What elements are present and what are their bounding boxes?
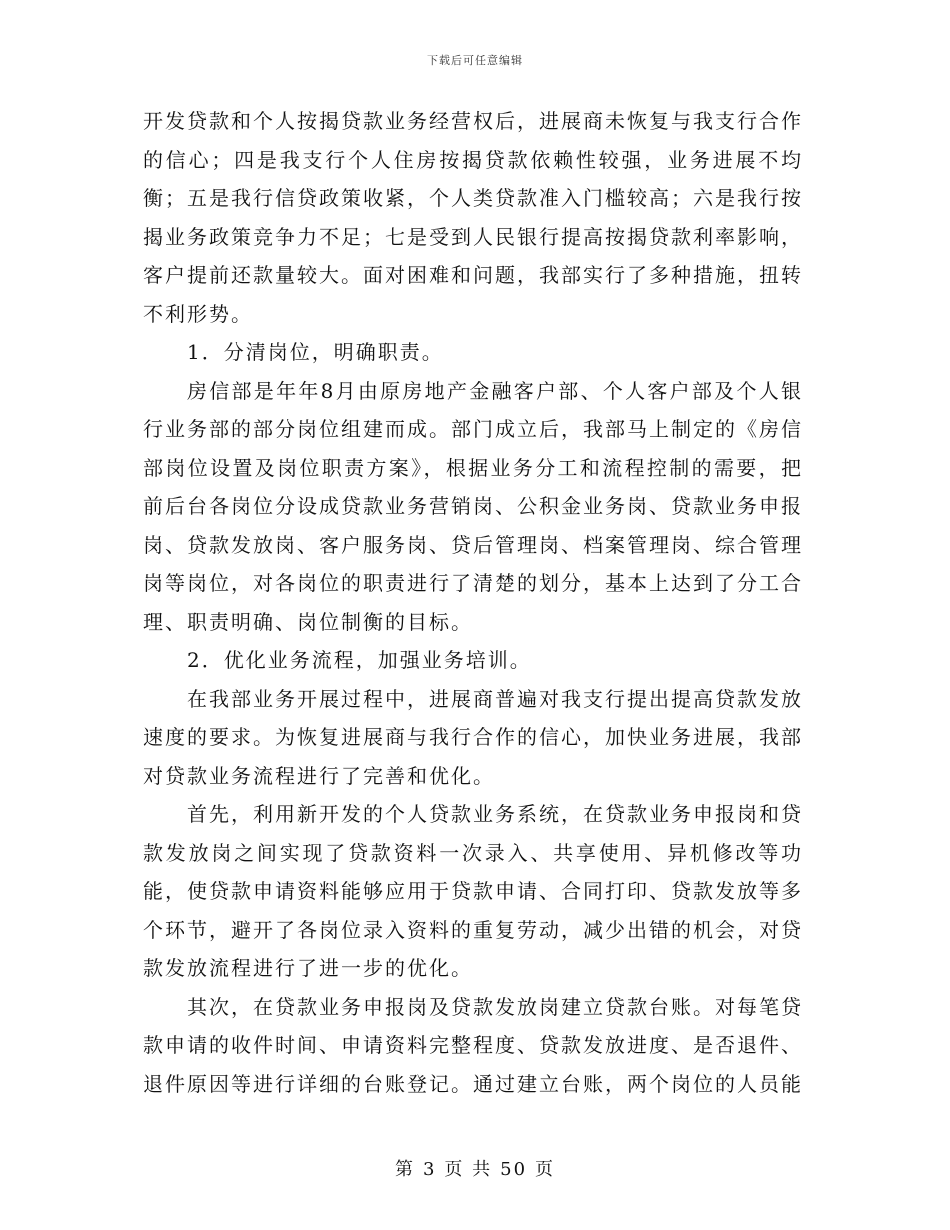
paragraph: 房信部是年年8月由原房地产金融客户部、个人客户部及个人银行业务部的部分岗位组建而成。部门成立后，我部马上制定的《房信部岗位设置及岗位职责方案》，根据业务分工和流程控制的需要，把前后台各岗位分设成贷款业务营销岗、公积金业务岗、贷款业务申报岗、贷款发放岗、客户服务岗、贷后管理岗、档案管理岗、综合管理岗等岗位，对各岗位的职责进行了清楚的划分，基本上达到了分工合理、职责明确、岗位制衡的目标。 [143,378,803,634]
document-body [143,102,803,1103]
section-heading-1: 1．分清岗位，明确职责。 [187,340,444,364]
total-pages: 50 [500,1159,528,1180]
page-footer [0,1155,950,1181]
footer-prefix: 第 [394,1159,415,1180]
paragraph: 在我部业务开展过程中，进展商普遍对我支行提出提高贷款发放速度的要求。为恢复进展商与我行合作的信心，加快业务进展，我部对贷款业务流程进行了完善和优化。 [143,686,803,788]
page-header [0,52,950,68]
paragraph: 首先，利用新开发的个人贷款业务系统，在贷款业务申报岗和贷款发放岗之间实现了贷款资料一次录入、共享使用、异机修改等功能，使贷款申请资料能够应用于贷款申请、合同打印、贷款发放等多个环节，避开了各岗位录入资料的重复劳动，减少出错的机会，对贷款发放流程进行了进一步的优化。 [143,802,803,980]
footer-middle: 页 共 [444,1159,493,1180]
footer-suffix: 页 [535,1159,556,1180]
page-number: 3 [422,1159,437,1180]
paragraph-continued: 开发贷款和个人按揭贷款业务经营权后，进展商未恢复与我支行合作的信心；四是我支行个人住房按揭贷款依赖性较强，业务进展不均衡；五是我行信贷政策收紧，个人类贷款准入门槛较高；六是我行按揭业务政策竞争力不足；七是受到人民银行提高按揭贷款利率影响，客户提前还款量较大。面对困难和问题，我部实行了多种措施，扭转不利形势。 [143,109,803,326]
paragraph: 其次，在贷款业务申报岗及贷款发放岗建立贷款台账。对每笔贷款申请的收件时间、申请资料完整程度、贷款发放进度、是否退件、退件原因等进行详细的台账登记。通过建立台账，两个岗位的人员能 [143,994,803,1096]
header-note: 下载后可任意编辑 [427,54,523,67]
section-heading-2: 2．优化业务流程，加强业务培训。 [187,648,532,672]
